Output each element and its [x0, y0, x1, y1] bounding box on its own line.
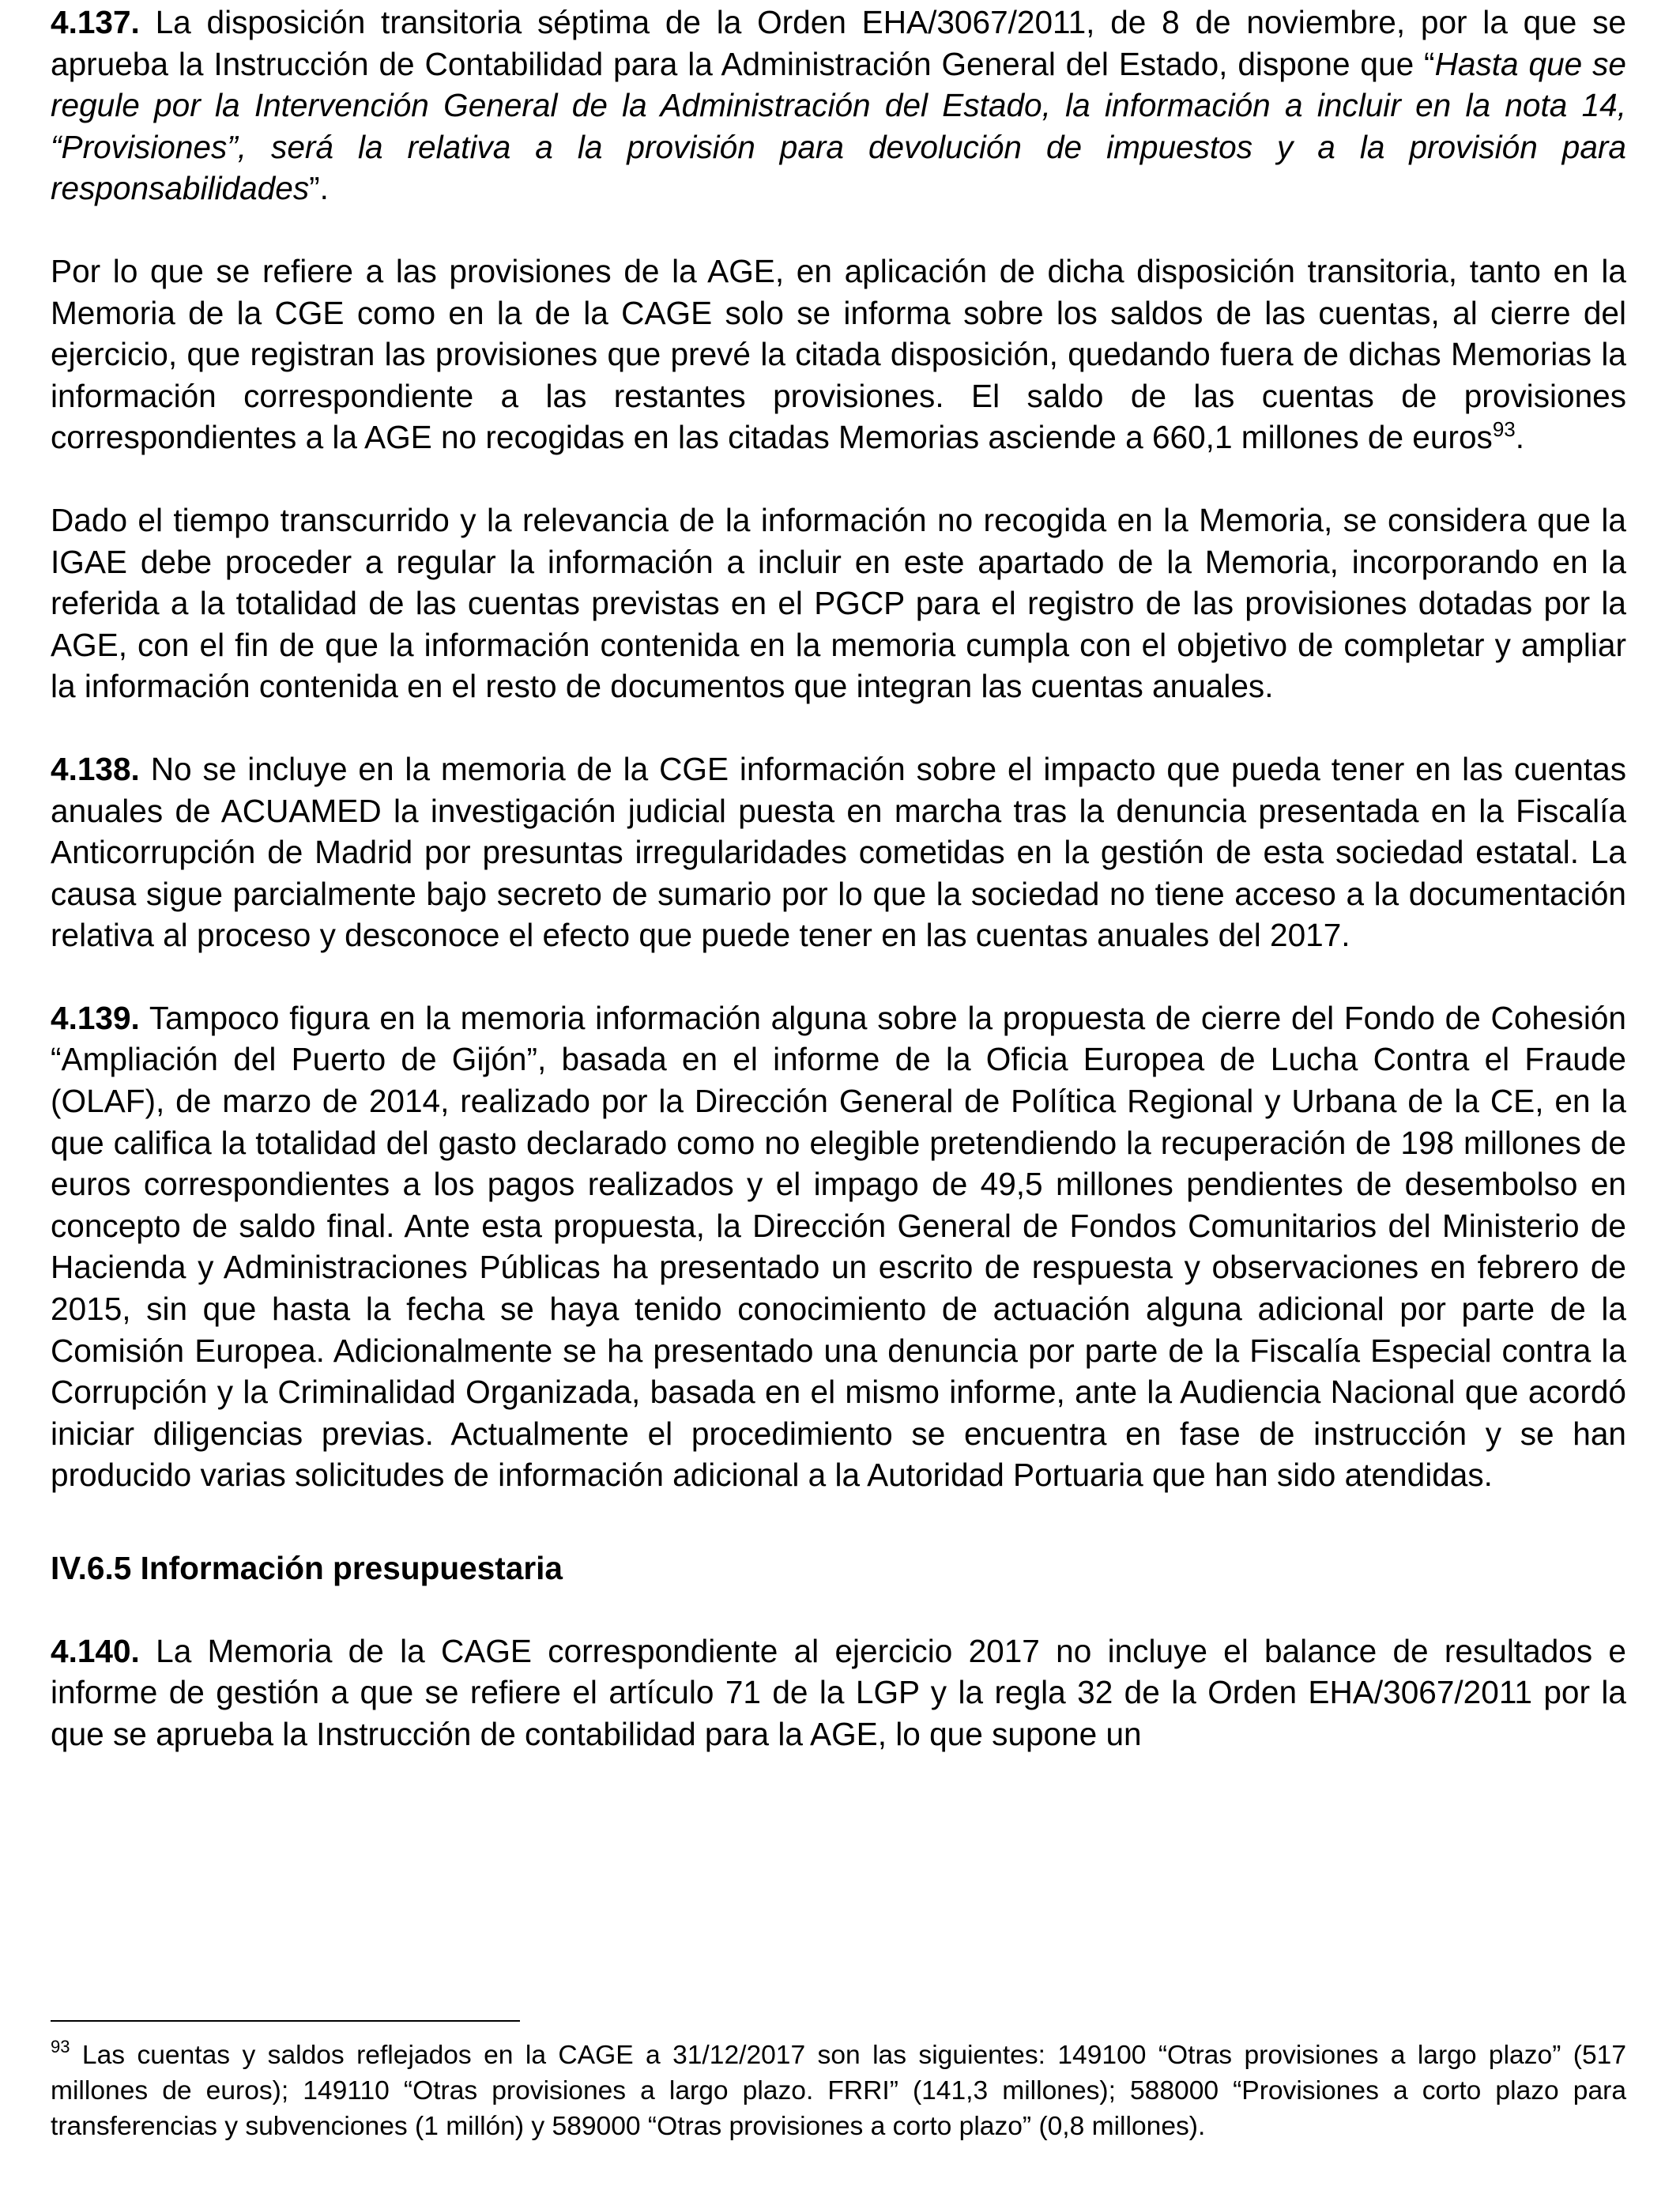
paragraph-provisiones-age [51, 251, 1626, 458]
footnote-93 [51, 2038, 1626, 2144]
footnote-divider [51, 2020, 520, 2022]
paragraph-text: La disposición transitoria séptima de la Orden EHA/3067/2011, de 8 de noviembre, por la que se aprueba la Instrucción de Contabilidad para la Administración General del Estado, dispone que “ [51, 4, 1626, 82]
paragraph-number: 4.137. [51, 4, 140, 40]
footnote-reference[interactable]: 93 [1492, 417, 1516, 442]
paragraph-text: La Memoria de la CAGE correspondiente al ejercicio 2017 no incluye el balance de resultados e informe de gestión a que se refiere el artículo 71 de la LGP y la regla 32 de la Orden EHA/3067/2011 por la que se aprueba la Instrucción de contabilidad para la AGE, lo que supone un [51, 1632, 1626, 1752]
paragraph-4-137 [51, 2, 1626, 209]
paragraph-number: 4.139. [51, 999, 140, 1036]
body-text [51, 2, 1626, 1796]
footnote-number: 93 [51, 2037, 70, 2056]
paragraph-4-138 [51, 748, 1626, 956]
paragraph-number: 4.140. [51, 1632, 140, 1669]
footnote-text: Las cuentas y saldos reflejados en la CAGE a 31/12/2017 son las siguientes: 149100 “Otras provisiones a largo plazo” (517 millones de euros); 149110 “Otras provisiones a largo plazo. FRRI” (141,3 millones); 588000 “Provisiones a corto plazo para transferencias y subvenciones (1 millón) y 589000 “Otras provisiones a corto plazo” (0,8 millones). [51, 2041, 1626, 2141]
paragraph-4-139 [51, 997, 1626, 1496]
paragraph-text-end: ”. [309, 170, 329, 207]
paragraph-4-140 [51, 1630, 1626, 1755]
paragraph-text: Por lo que se refiere a las provisiones de la AGE, en aplicación de dicha disposición transitoria, tanto en la Memoria de la CGE como en la de la CAGE solo se informa sobre los saldos de las cuentas, al cierre del ejercicio, que registran las provisiones que prevé la citada disposición, quedando fuera de dichas Memorias la información correspondiente a las restantes provisiones. El saldo de las cuentas de provisiones correspondientes a la AGE no recogidas en las citadas Memorias asciende a 660,1 millones de euros [51, 252, 1626, 456]
paragraph-text: Dado el tiempo transcurrido y la relevancia de la información no recogida en la Memoria, se considera que la IGAE debe proceder a regular la información a incluir en este apartado de la Memoria, incorporando en la referida a la totalidad de las cuentas previstas en el PGCP para el registro de las provisiones dotadas por la AGE, con el fin de que la información contenida en la memoria cumpla con el objetivo de completar y ampliar la información contenida en el resto de documentos que integran las cuentas anuales. [51, 501, 1626, 705]
paragraph-text: No se incluye en la memoria de la CGE información sobre el impacto que pueda tener en las cuentas anuales de ACUAMED la investigación judicial puesta en marcha tras la denuncia presentada en la Fiscalía Anticorrupción de Madrid por presuntas irregularidades cometidas en la gestión de esta sociedad estatal. La causa sigue parcialmente bajo secreto de sumario por lo que la sociedad no tiene acceso a la documentación relativa al proceso y desconoce el efecto que puede tener en las cuentas anuales del 2017. [51, 750, 1626, 954]
paragraph-dado-el-tiempo [51, 499, 1626, 707]
quoted-text: Hasta que se regule por la Intervención General de la Administración del Estado, la información a incluir en la nota 14, “Provisiones”, será la relativa a la provisión para devolución de impuestos y a la provisión para responsabilidades [51, 45, 1626, 207]
paragraph-text-end: . [1515, 419, 1525, 456]
paragraph-number: 4.138. [51, 750, 140, 787]
paragraph-text: Tampoco figura en la memoria información alguna sobre la propuesta de cierre del Fondo de Cohesión “Ampliación del Puerto de Gijón”, basada en el informe de la Oficia Europea de Lucha Contra el Fraude (OLAF), de marzo de 2014, realizado por la Dirección General de Política Regional y Urbana de la CE, en la que califica la totalidad del gasto declarado como no elegible pretendiendo la recuperación de 198 millones de euros correspondientes a los pagos realizados y el impago de 49,5 millones pendientes de desembolso en concepto de saldo final. Ante esta propuesta, la Dirección General de Fondos Comunitarios del Ministerio de Hacienda y Administraciones Públicas ha presentado un escrito de respuesta y observaciones en febrero de 2015, sin que hasta la fecha se haya tenido conocimiento de actuación alguna adicional por parte de la Comisión Europea. Adicionalmente se ha presentado una denuncia por parte de la Fiscalía Especial contra la Corrupción y la Criminalidad Organizada, basada en el mismo informe, ante la Audiencia Nacional que acordó iniciar diligencias previas. Actualmente el procedimiento se encuentra en fase de instrucción y se han producido varias solicitudes de información adicional a la Autoridad Portuaria que han sido atendidas. [51, 999, 1626, 1494]
section-heading: IV.6.5 Información presupuestaria [51, 1550, 563, 1586]
